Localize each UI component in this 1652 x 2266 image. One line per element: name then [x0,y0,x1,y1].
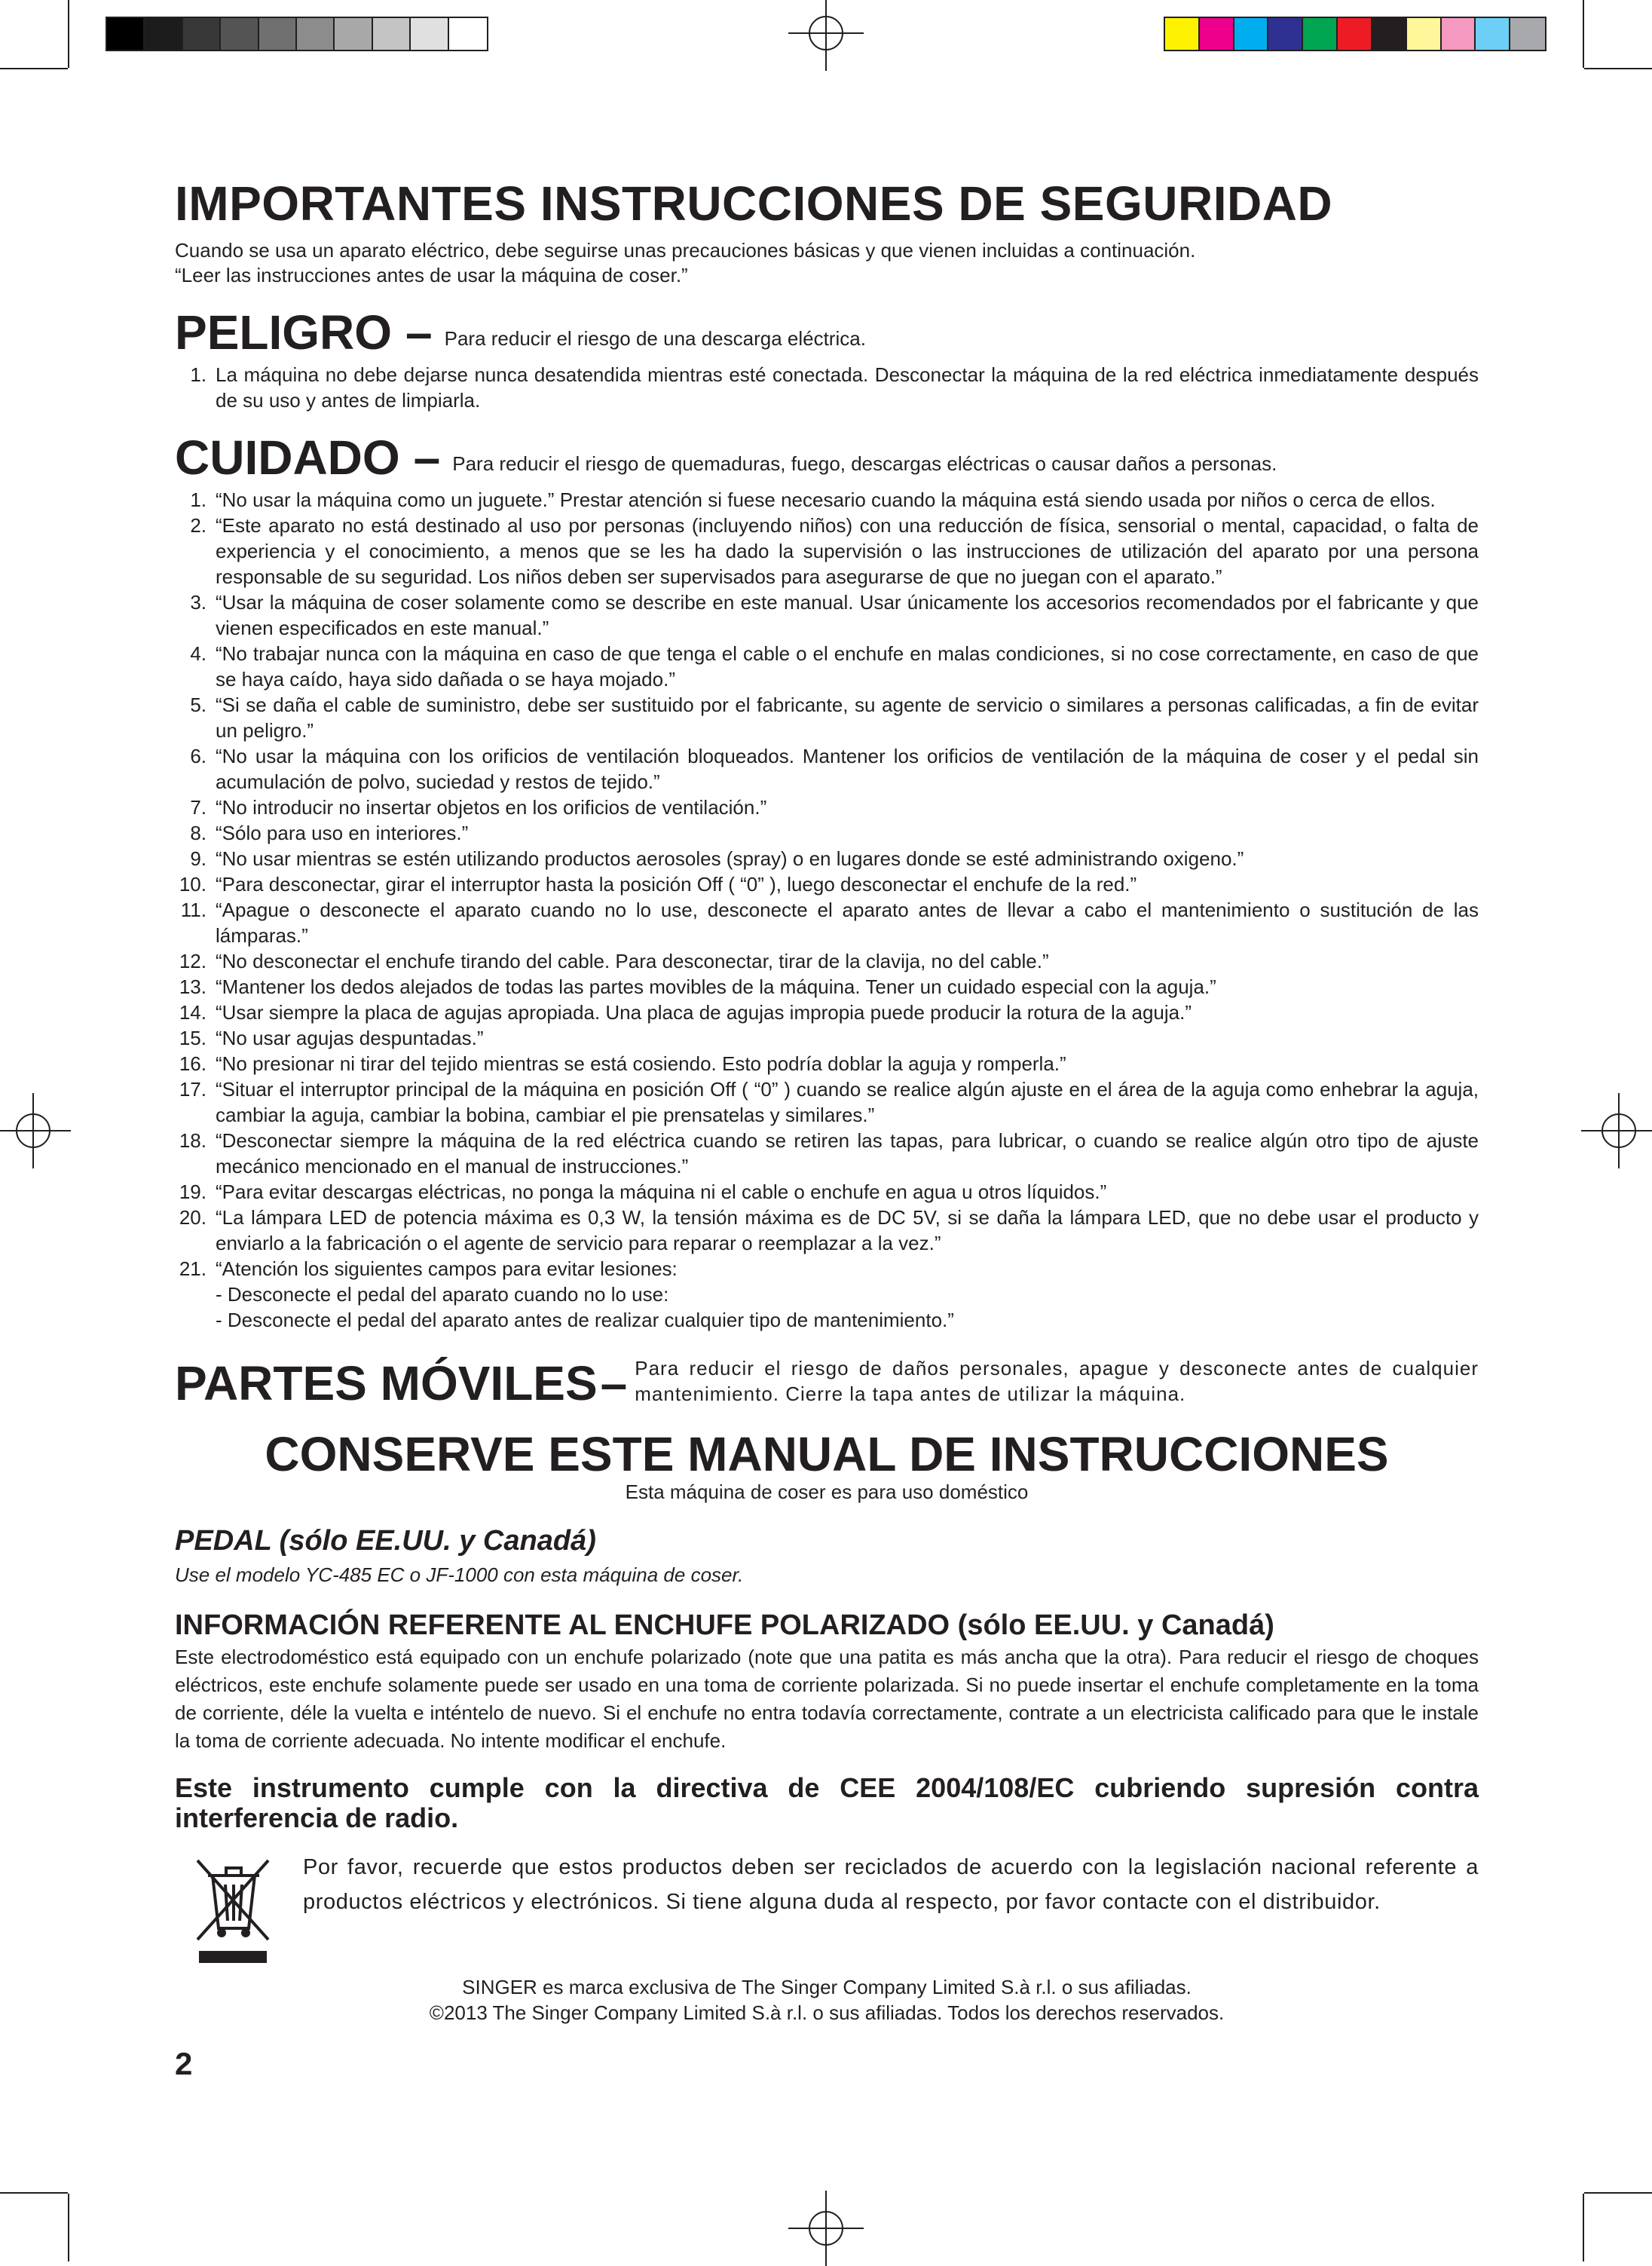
item-number: 13. [179,975,206,998]
item-number: 2. [190,514,206,537]
item-text: “No desconectar el enchufe tirando del cable. Para desconectar, tirar de la clavija, no del cable.” [216,950,1049,972]
list-item [175,1000,1479,1025]
sub-item: - Desconecte el pedal del aparato antes de realizar cualquier tipo de mantenimiento.” [216,1309,954,1331]
item-text: “Sólo para uso en interiores.” [216,822,469,844]
gray-calibration-bar [106,17,488,51]
item-text: “Usar siempre la placa de agujas apropiada. Una placa de agujas impropia puede producir la rotura de la aguja.” [216,1001,1192,1024]
intro [175,238,1479,288]
pedal-text: Use el modelo YC-485 EC o JF-1000 con esta máquina de coser. [175,1563,744,1586]
gray-swatch [259,18,297,50]
directiva-text: Este instrumento cumple con la directiva de CEE 2004/108/EC cubriendo supresión contra interferencia de radio. [175,1772,1479,1833]
color-swatch [1510,18,1545,50]
color-swatch [1476,18,1510,50]
item-text: “Desconectar siempre la máquina de la red eléctrica cuando se retiren las tapas, para lubricar, o cuando se realice algún otro tipo de ajuste mecánico mencionado en el manual de instrucciones.” [216,1129,1479,1177]
item-number: 9. [190,847,206,870]
gray-swatch [145,18,182,50]
list-item [175,692,1479,743]
item-number: 20. [179,1206,206,1229]
enchufe-text: Este electrodoméstico está equipado con un enchufe polarizado (note que una patita es más ancha que la otra). Para reducir el riesgo de choques eléctricos, este enchufe solamente puede ser usado en una toma de corriente polarizada. Si no puede insertar el enchufe completamente en la toma de corriente, déle la vuelta e inténtelo de nuevo. Si el enchufe no entra todavía correctamente, contrate a un electricista calificado para que le instale la toma de corriente adecuada. No intente modificar el enchufe. [175,1646,1479,1752]
item-number: 1. [190,363,206,386]
list-item [175,820,1479,846]
item-number: 6. [190,745,206,767]
page-number: 2 [175,2046,193,2081]
conserve-subtitle: Esta máquina de coser es para uso doméstico [625,1481,1029,1503]
footer-line: ©2013 The Singer Company Limited S.à r.l. o sus afiliadas. Todos los derechos reservados. [429,2001,1225,2024]
list-item [175,974,1479,1000]
list-item [175,1179,1479,1205]
gray-swatch [107,18,145,50]
section-dash: – [405,305,433,360]
section-dash: – [600,1356,628,1410]
peligro-list [175,362,1479,413]
list-item [175,948,1479,974]
item-text: “La lámpara LED de potencia máxima es 0,3 W, la tensión máxima es de DC 5V, si se daña la lámpara LED, que no debe usar el producto y enviarlo a la fabricación o el agente de servicio para reparar o reemplazar a la vez.” [216,1206,1479,1254]
list-item [175,871,1479,897]
item-number: 8. [190,822,206,844]
item-number: 1. [190,488,206,511]
item-text: “Para evitar descargas eléctricas, no ponga la máquina ni el cable o enchufe en agua u otros líquidos.” [216,1180,1107,1203]
item-number: 14. [179,1001,206,1024]
list-item [175,795,1479,820]
gray-swatch [335,18,372,50]
list-item [175,846,1479,871]
item-text: La máquina no debe dejarse nunca desatendida mientras esté conectada. Desconectar la máquina de la red eléctrica inmediatamente después de su uso y antes de limpiarla. [216,363,1479,412]
item-number: 16. [179,1052,206,1075]
item-text: “Este aparato no está destinado al uso por personas (incluyendo niños) con una reducción de física, sensorial o mental, capacidad, o falta de experiencia y el conocimiento, a menos que se les ha dado la supervisión o las instrucciones de utilización del aparato por una persona responsable de su seguridad. Los niños deben ser supervisados para asegurarse de que no juegan con el aparato.” [216,514,1479,588]
item-text: “Mantener los dedos alejados de todas las partes movibles de la máquina. Tener un cuidado especial con la aguja.” [216,975,1216,998]
list-item [175,743,1479,795]
list-item [175,1205,1479,1256]
list-item [175,1256,1479,1282]
enchufe-title: INFORMACIÓN REFERENTE AL ENCHUFE POLARIZADO (sólo EE.UU. y Canadá) [175,1609,1274,1641]
recycling-text: Por favor, recuerde que estos productos deben ser reciclados de acuerdo con la legislación nacional referente a productos eléctricos y electrónicos. Si tiene alguna duda al respecto, por favor contacte con el distribuidor. [303,1855,1479,1914]
item-number: 12. [179,950,206,972]
color-swatch [1338,18,1372,50]
color-swatch [1200,18,1234,50]
gray-swatch [411,18,448,50]
intro-line: “Leer las instrucciones antes de usar la máquina de coser.” [175,264,688,286]
item-number: 11. [180,899,206,921]
item-number: 17. [179,1078,206,1101]
section-dash: – [413,430,441,485]
color-calibration-bar [1164,17,1546,51]
item-text: “No presionar ni tirar del tejido mientras se está cosiendo. Esto podría doblar la aguja y romperla.” [216,1052,1066,1075]
list-item [175,487,1479,513]
intro-line: Cuando se usa un aparato eléctrico, debe seguirse unas precauciones básicas y que vienen incluidas a continuación. [175,239,1196,262]
item-number: 3. [190,591,206,614]
crossed-out-wheelie-bin-icon [191,1853,274,1966]
list-item [175,1128,1479,1179]
footer-line: SINGER es marca exclusiva de The Singer Company Limited S.à r.l. o sus afiliadas. [462,1976,1192,1998]
list-item [175,1025,1479,1051]
page-content [175,175,1479,2026]
sub-item: - Desconecte el pedal del aparato cuando no lo use: [216,1283,669,1306]
item-text: “Usar la máquina de coser solamente como se describe en este manual. Usar únicamente los accesorios recomendados por el fabricante y que vienen especificados en este manual.” [216,591,1479,639]
color-swatch [1372,18,1407,50]
page-title: IMPORTANTES INSTRUCCIONES DE SEGURIDAD [175,176,1333,231]
color-swatch [1407,18,1442,50]
gray-swatch [183,18,221,50]
registration-mark-left [0,1093,71,1168]
item-text: “No usar mientras se estén utilizando productos aerosoles (spray) o en lugares donde se esté administrando oxigeno.” [216,847,1244,870]
section-note: Para reducir el riesgo de una descarga eléctrica. [444,327,866,350]
section-title: PELIGRO [175,305,393,360]
gray-swatch [221,18,259,50]
section-title: PARTES MÓVILES [175,1356,598,1410]
item-text: “No usar agujas despuntadas.” [216,1027,484,1049]
section-note: Para reducir el riesgo de daños personales, apague y desconecte antes de cualquier mantenimiento. Cierre la tapa antes de utilizar la máquina. [635,1357,1479,1405]
item-number: 19. [179,1180,206,1203]
item-number: 18. [179,1129,206,1152]
item-number: 10. [179,873,206,896]
item-text: “No introducir no insertar objetos en los orificios de ventilación.” [216,796,767,819]
list-item [175,897,1479,948]
list-item [175,641,1479,692]
partes-heading [175,1355,1479,1408]
item-text: “No trabajar nunca con la máquina en caso de que tenga el cable o el enchufe en malas condiciones, si no cose correctamente, en caso de que se haya caído, haya sido dañada o se haya mojado.” [216,642,1479,691]
list-item [175,513,1479,589]
pedal-title: PEDAL (sólo EE.UU. y Canadá) [175,1525,596,1557]
cuidado-list [175,487,1479,1282]
gray-swatch [449,18,487,50]
registration-mark-right [1581,1093,1652,1168]
color-swatch [1268,18,1303,50]
gray-swatch [373,18,411,50]
item-text: “Atención los siguientes campos para evitar lesiones: [216,1257,678,1280]
item-number: 5. [190,694,206,716]
item-number: 4. [190,642,206,665]
item-text: “Para desconectar, girar el interruptor hasta la posición Off ( “0” ), luego desconectar el enchufe de la red.” [216,873,1137,896]
item-number: 21. [179,1257,206,1280]
section-note: Para reducir el riesgo de quemaduras, fuego, descargas eléctricas o causar daños a personas. [452,452,1277,475]
list-item [175,1076,1479,1128]
peligro-heading [175,305,1479,360]
item-number: 15. [179,1027,206,1049]
gray-swatch [297,18,335,50]
item-text: “Apague o desconecte el aparato cuando no lo use, desconecte el aparato antes de llevar a cabo el mantenimiento o sustitución de las lámparas.” [216,899,1479,947]
item-text: “No usar la máquina con los orificios de ventilación bloqueados. Mantener los orificios de ventilación de la máquina de coser y el pedal sin acumulación de polvo, suciedad y restos de tejido.” [216,745,1479,793]
color-swatch [1442,18,1476,50]
cuidado-sub-items [175,1282,1479,1333]
color-swatch [1165,18,1200,50]
color-swatch [1234,18,1269,50]
cuidado-heading [175,430,1479,485]
list-item [175,1051,1479,1076]
item-text: “Situar el interruptor principal de la máquina en posición Off ( “0” ) cuando se realice algún ajuste en el área de la aguja como enhebrar la aguja, cambiar la aguja, cambiar la bobina, cambiar el pie prensatelas y similares.” [216,1078,1479,1126]
color-swatch [1303,18,1338,50]
list-item [175,589,1479,641]
registration-mark-top [788,0,864,71]
conserve-title: CONSERVE ESTE MANUAL DE INSTRUCCIONES [265,1427,1389,1481]
section-title: CUIDADO [175,430,400,485]
list-item [175,362,1479,413]
item-text: “No usar la máquina como un juguete.” Prestar atención si fuese necesario cuando la máquina está siendo usada por niños o cerca de ellos. [216,488,1436,511]
item-number: 7. [190,796,206,819]
item-text: “Si se daña el cable de suministro, debe ser sustituido por el fabricante, su agente de servicio o similares a personas calificadas, a fin de evitar un peligro.” [216,694,1479,742]
registration-mark-bottom [788,2191,864,2266]
recycling-notice [175,1853,1479,1970]
